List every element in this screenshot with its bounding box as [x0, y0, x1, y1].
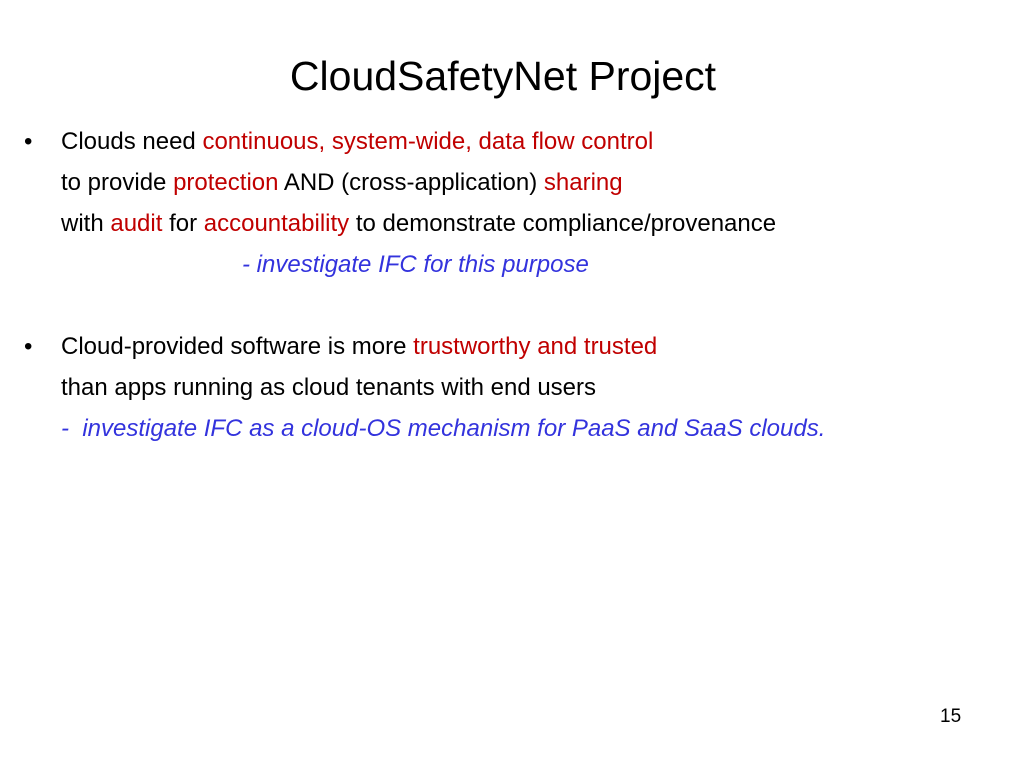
emphasis-text: audit — [110, 210, 163, 237]
bullet-marker: • — [24, 333, 33, 360]
emphasis-text: sharing — [543, 169, 623, 196]
emphasis-text: protection — [173, 169, 279, 196]
text-segment: to provide — [61, 169, 174, 196]
text-segment: for — [162, 210, 204, 237]
slide-title: CloudSafetyNet Project — [289, 53, 717, 99]
bullet-marker: • — [24, 128, 33, 155]
bullet-2-line-1 — [61, 326, 657, 367]
text-segment: with — [61, 210, 111, 237]
bullet-1-line-1 — [61, 121, 653, 162]
emphasis-text: trustworthy and trusted — [413, 333, 658, 360]
bullet-2-note: - investigate IFC as a cloud-OS mechanism for PaaS and SaaS clouds. — [61, 415, 826, 442]
text-segment: than apps running as cloud tenants with end users — [61, 374, 597, 401]
text-segment: AND (cross-application) — [278, 169, 544, 196]
emphasis-text: continuous, system-wide, data flow control — [202, 128, 654, 155]
emphasis-text: accountability — [203, 210, 350, 237]
bullet-2-line-2 — [61, 367, 596, 408]
text-segment: Cloud-provided software is more — [61, 333, 414, 360]
bullet-1-line-2 — [61, 162, 623, 203]
text-segment: to demonstrate compliance/provenance — [349, 210, 777, 237]
bullet-1-line-3 — [61, 203, 776, 244]
page-number: 15 — [940, 706, 962, 727]
bullet-1-note: - investigate IFC for this purpose — [242, 251, 589, 278]
text-segment: Clouds need — [61, 128, 203, 155]
